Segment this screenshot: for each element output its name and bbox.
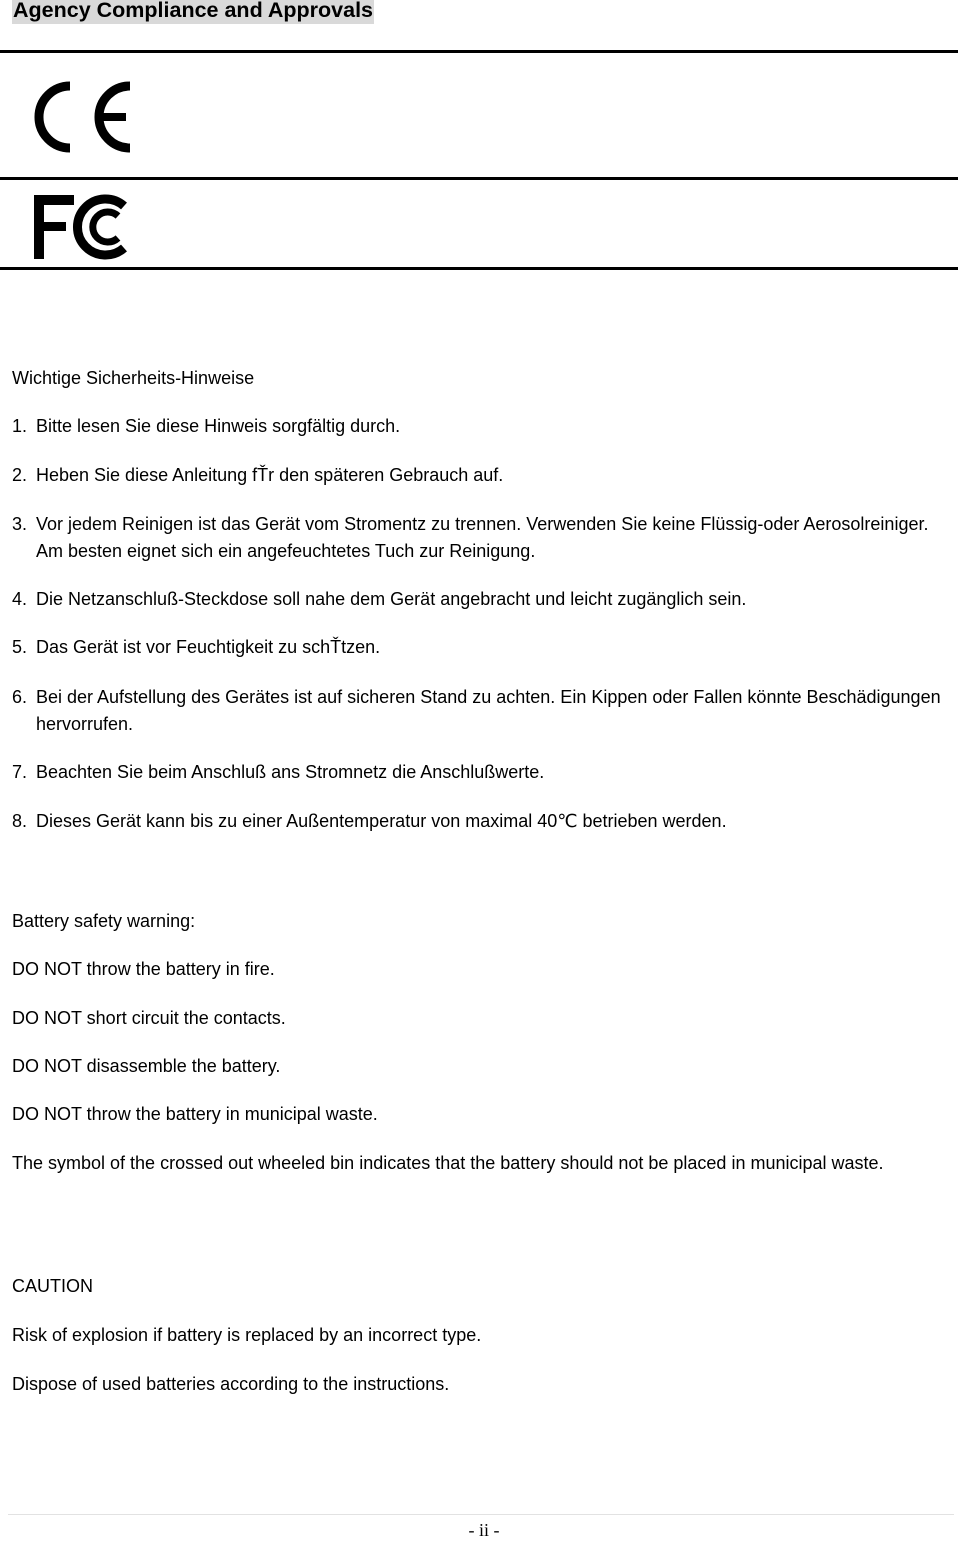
- battery-warning-line: DO NOT throw the battery in fire.: [12, 959, 275, 979]
- item-number: 4.: [12, 589, 28, 609]
- list-item: [12, 413, 952, 440]
- item-number: 3.: [12, 514, 28, 534]
- item-text: Dieses Gerät kann bis zu einer Außentemperatur von maximal 40℃ betrieben werden.: [36, 811, 727, 831]
- item-number: 1.: [12, 416, 28, 436]
- battery-warning-line: DO NOT throw the battery in municipal waste.: [12, 1104, 378, 1124]
- list-item: [12, 462, 952, 489]
- list-item: [12, 511, 952, 565]
- page-title: Agency Compliance and Approvals: [12, 0, 374, 24]
- item-number: 7.: [12, 762, 28, 782]
- list-item: [12, 759, 952, 786]
- divider: [0, 50, 958, 53]
- battery-warning-line: DO NOT disassemble the battery.: [12, 1056, 281, 1076]
- german-safety-heading: Wichtige Sicherheits-Hinweise: [12, 368, 255, 388]
- list-item: [12, 808, 952, 835]
- item-text: Bei der Aufstellung des Gerätes ist auf sicheren Stand zu achten. Ein Kippen oder Fallen könnte Beschädigungen hervorrufen.: [36, 687, 941, 734]
- page-number: - ii -: [468, 1520, 500, 1540]
- item-text: Die Netzanschluß-Steckdose soll nahe dem Gerät angebracht und leicht zugänglich sein.: [36, 589, 747, 609]
- fcc-mark-logo: [32, 192, 134, 262]
- caution-line: Risk of explosion if battery is replaced by an incorrect type.: [12, 1325, 482, 1345]
- item-number: 2.: [12, 465, 28, 485]
- battery-warning-heading: Battery safety warning:: [12, 911, 196, 931]
- item-number: 8.: [12, 811, 28, 831]
- item-text: Bitte lesen Sie diese Hinweis sorgfältig durch.: [36, 416, 401, 436]
- item-text: Beachten Sie beim Anschluß ans Stromnetz die Anschlußwerte.: [36, 762, 545, 782]
- divider: [0, 177, 958, 180]
- page-header: [0, 0, 958, 52]
- item-text: Heben Sie diese Anleitung fŤr den späteren Gebrauch auf.: [36, 465, 504, 485]
- divider: [0, 267, 958, 270]
- item-text: Das Gerät ist vor Feuchtigkeit zu schŤtzen.: [36, 637, 381, 657]
- item-number: 6.: [12, 687, 28, 707]
- battery-warning-line: DO NOT short circuit the contacts.: [12, 1008, 286, 1028]
- footer-divider: [8, 1514, 954, 1515]
- list-item: [12, 634, 952, 661]
- item-text: Vor jedem Reinigen ist das Gerät vom Stromentz zu trennen. Verwenden Sie keine Flüssig-oder Aerosolreiniger. Am besten eignet sich ein angefeuchtetes Tuch zur Reinigung.: [36, 514, 929, 561]
- ce-mark-logo: [30, 80, 134, 154]
- wheeled-bin-note: The symbol of the crossed out wheeled bin indicates that the battery should not be placed in municipal waste.: [12, 1153, 884, 1173]
- caution-line: Dispose of used batteries according to the instructions.: [12, 1374, 450, 1394]
- list-item: [12, 684, 952, 738]
- item-number: 5.: [12, 637, 28, 657]
- list-item: [12, 586, 952, 613]
- caution-heading: CAUTION: [12, 1276, 93, 1296]
